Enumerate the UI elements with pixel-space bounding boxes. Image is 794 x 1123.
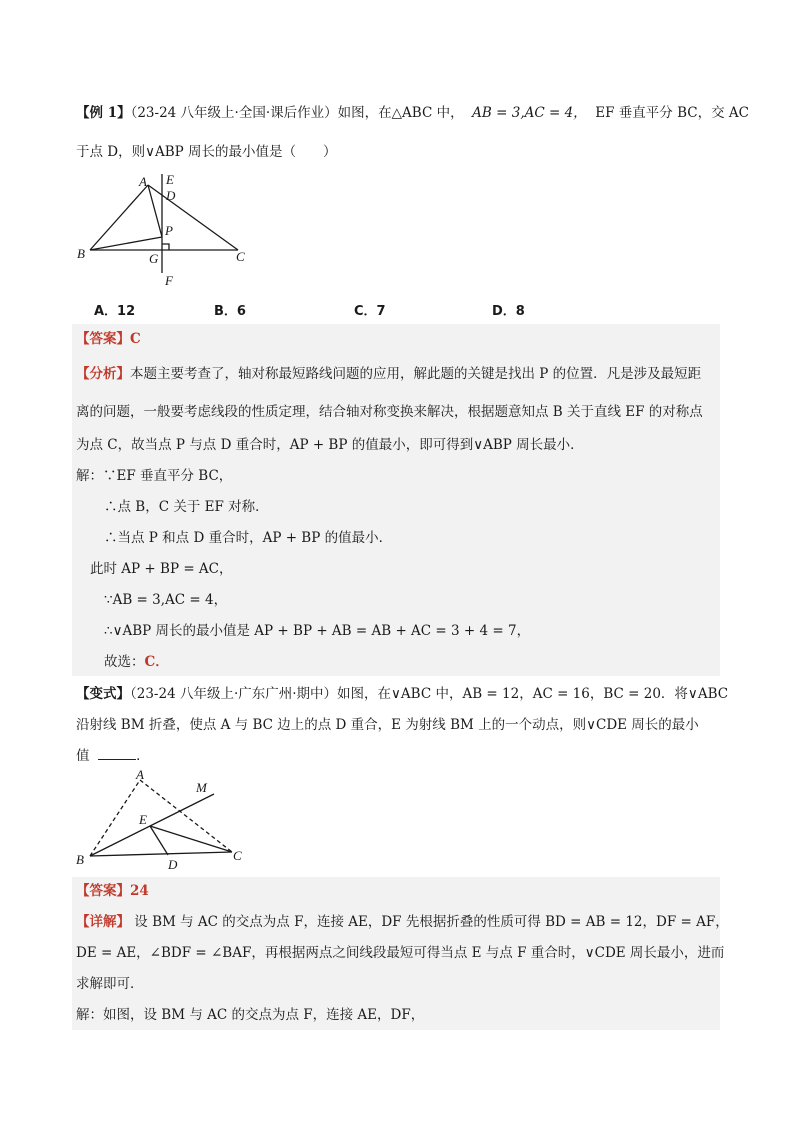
- example1-answer: [76, 330, 141, 348]
- label-E: E: [166, 172, 174, 187]
- variant-answer-value: 24: [130, 883, 149, 899]
- solution-choice-label: 故选：: [104, 654, 145, 670]
- example1-solution-1: 解：∵EF 垂直平分 BC，: [76, 468, 233, 484]
- answer-blank[interactable]: [98, 747, 136, 760]
- analysis-text-1: 本题主要考查了，轴对称最短路线问题的应用，解此题的关键是找出 P 的位置．凡是涉及最短距: [130, 366, 702, 382]
- example1-solution-7: [104, 653, 169, 671]
- label-F: F: [165, 273, 173, 288]
- solution-choice-value: C．: [144, 654, 169, 670]
- label-A: A: [139, 174, 147, 189]
- example1-q1b: AB = 3,AC = 4，: [472, 105, 587, 121]
- label-M: M: [196, 780, 207, 795]
- label-E: E: [139, 812, 147, 827]
- example1-analysis-line2: 离的问题，一般要考虑线段的性质定理，结合轴对称变换来解决，根据题意知点 B 关于直线 EF 的对称点: [76, 404, 703, 420]
- segment-AB: [90, 185, 148, 250]
- variant-tag: 【变式】: [76, 686, 130, 702]
- example1-question-line1: [76, 104, 749, 122]
- label-A: A: [136, 768, 144, 782]
- example1-analysis-line1: [76, 365, 701, 383]
- answer-tag: 【答案】: [76, 331, 130, 347]
- example1-q2: 于点 D，则∨ABP 周长的最小值是（ ）: [76, 144, 337, 160]
- option-d[interactable]: D．8: [492, 304, 525, 319]
- segment-BC: [90, 852, 232, 856]
- example1-q1c: EF 垂直平分 BC，交 AC: [595, 105, 749, 121]
- variant-answer-tag: 【答案】: [76, 883, 130, 899]
- variant-detail-line1: [76, 913, 729, 931]
- segment-BP: [90, 237, 162, 250]
- variant-q1: 如图，在∨ABC 中，AB = 12，AC = 16，BC = 20．将∨ABC: [337, 686, 729, 702]
- variant-question-line3: 值 ．: [76, 748, 150, 764]
- analysis-tag: 【分析】: [76, 366, 130, 382]
- variant-question-line2: 沿射线 BM 折叠，使点 A 与 BC 边上的点 D 重合，E 为射线 BM 上的一个动点，则∨CDE 周长的最小: [76, 717, 699, 733]
- label-B: B: [77, 246, 85, 261]
- example1-analysis-line3: 为点 C，故当点 P 与点 D 重合时，AP + BP 的值最小，即可得到∨ABP 周长最小．: [76, 437, 584, 453]
- example1-source: （23-24 八年级上·全国·课后作业）: [130, 105, 338, 121]
- example1-solution-5: ∵AB = 3,AC = 4，: [104, 592, 228, 608]
- ray-BM: [90, 794, 214, 856]
- label-C: C: [236, 249, 245, 264]
- option-a[interactable]: A．12: [94, 304, 136, 319]
- variant-detail-line2: DE = AE，∠BDF = ∠BAF，再根据两点之间线段最短可得当点 E 与点 F 重合时，∨CDE 周长最小，进而: [76, 945, 725, 961]
- option-b[interactable]: B．6: [214, 304, 246, 319]
- label-P: P: [165, 223, 173, 238]
- variant-source: （23-24 八年级上·广东广州·期中）: [130, 686, 338, 702]
- label-D: D: [166, 188, 176, 203]
- label-C: C: [233, 848, 242, 863]
- option-c[interactable]: C．7: [354, 304, 386, 319]
- variant-q3: 值: [76, 748, 90, 764]
- variant-figure: [72, 768, 262, 876]
- segment-EC: [150, 826, 232, 852]
- example1-q1: 如图，在△ABC 中，: [337, 105, 464, 121]
- label-B: B: [76, 852, 84, 867]
- variant-answer: [76, 882, 149, 900]
- right-angle-mark: [162, 244, 169, 250]
- variant-question-line1: [76, 685, 728, 703]
- example1-solution-4: 此时 AP + BP = AC，: [90, 561, 233, 577]
- label-G: G: [149, 251, 159, 266]
- segment-AC-dashed: [140, 780, 232, 852]
- detail-tag: 【详解】: [76, 914, 130, 930]
- label-D: D: [168, 857, 178, 872]
- detail-text-1: 设 BM 与 AC 的交点为点 F，连接 AE，DF 先根据折叠的性质可得 BD = AB = 12，DF = AF，: [134, 914, 729, 930]
- example1-solution-3: ∴当点 P 和点 D 重合时，AP + BP 的值最小．: [104, 530, 393, 546]
- segment-AB-dashed: [90, 780, 140, 856]
- example1-solution-6: ∴∨ABP 周长的最小值是 AP + BP + AB = AB + AC = 3 + 4 = 7，: [104, 623, 531, 639]
- variant-solution-1: 解：如图，设 BM 与 AC 的交点为点 F，连接 AE，DF，: [76, 1007, 425, 1023]
- example1-solution-2: ∴点 B，C 关于 EF 对称．: [104, 499, 269, 515]
- example1-figure: [72, 168, 262, 290]
- example1-tag: 【例 1】: [76, 105, 131, 121]
- answer-value: C: [130, 331, 141, 347]
- variant-detail-line3: 求解即可．: [76, 976, 144, 992]
